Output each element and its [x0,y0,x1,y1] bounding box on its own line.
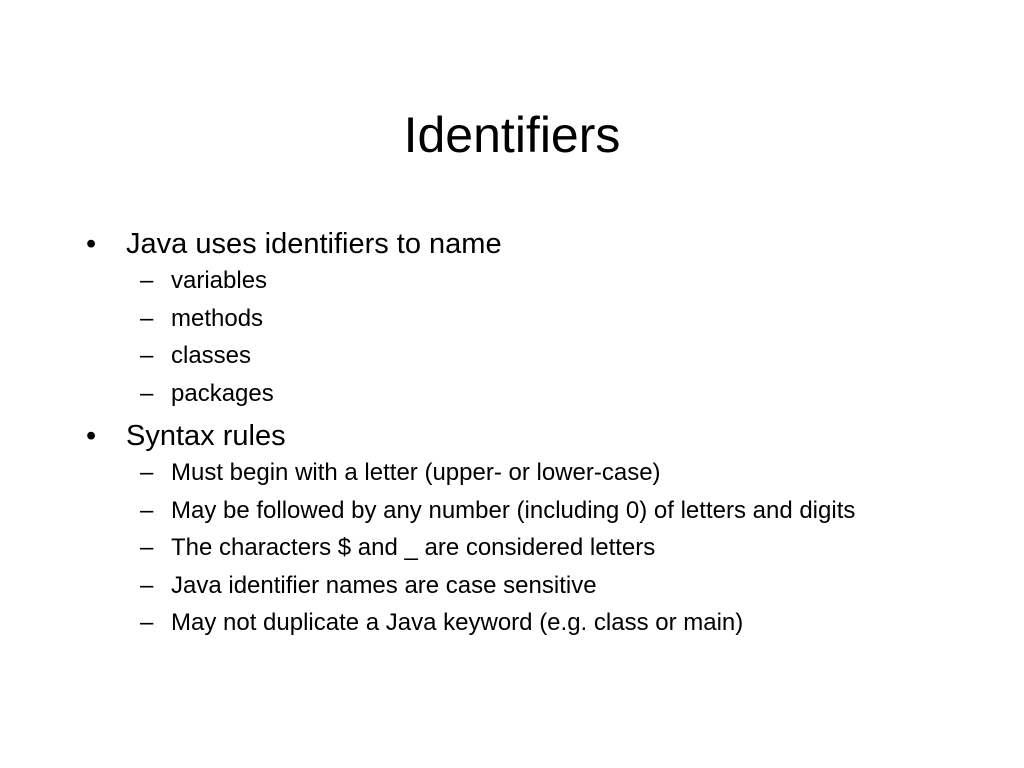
sub-item [126,341,944,371]
sub-item [126,571,944,601]
sub-item [126,496,944,526]
slide-content [84,224,944,646]
sub-item-text: May not duplicate a Java keyword (e.g. class or main) [171,609,744,636]
dash-marker: – [140,496,154,524]
sub-item-text: variables [171,267,268,294]
sub-item-text: classes [171,342,252,369]
sub-item [126,266,944,296]
sub-item [126,533,944,563]
bullet-marker: • [86,228,97,260]
sub-item [126,304,944,334]
dash-marker: – [140,534,154,561]
dash-marker: – [140,304,154,332]
sub-item-text: The characters $ and _ are considered letters [171,534,656,561]
dash-marker: – [140,459,154,486]
sub-item [126,458,944,488]
bullet-text: Java uses identifiers to name [126,228,502,260]
sub-item [126,379,944,409]
bullet-item [84,416,944,638]
bullet-text: Syntax rules [126,420,286,452]
bullet-item [84,224,944,409]
sub-list [126,458,944,638]
sub-list [126,266,944,409]
dash-marker: – [140,267,154,294]
dash-marker: – [140,571,154,599]
dash-marker: – [140,342,154,369]
dash-marker: – [140,609,154,636]
sub-item-text: Must begin with a letter (upper- or lower-case) [171,459,661,486]
sub-item [126,608,944,638]
sub-item-text: Java identifier names are case sensitive [171,571,597,599]
bullet-marker: • [86,420,97,452]
sub-item-text: methods [171,304,264,332]
sub-item-text: packages [171,379,274,407]
dash-marker: – [140,379,154,407]
sub-item-text: May be followed by any number (including 0) of letters and digits [171,496,856,524]
slide-title: Identifiers [403,107,621,163]
